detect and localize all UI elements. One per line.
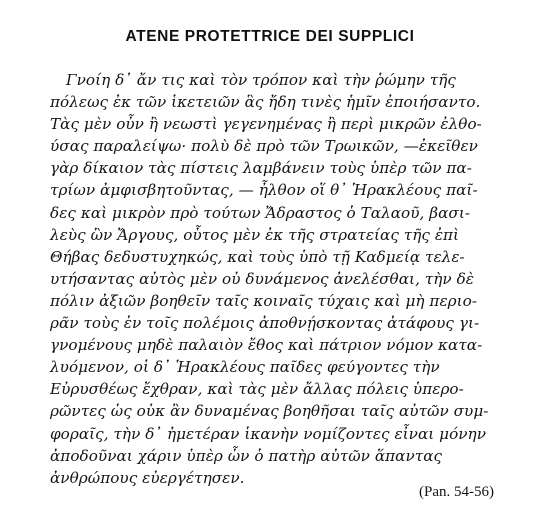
passage-line: υτήσαντας αὐτὸς μὲν οὐ δυνάμενος ἀνελέσθαι, τὴν δὲ [50, 269, 474, 288]
passage-line: Εὐρυσθέως ἔχθραν, καὶ τὰς μὲν ἄλλας πόλεις ὑπερο- [50, 380, 464, 399]
passage-line: τρίων ἀμφισβητοῦντας, — ἦλθον οἵ θ᾽ Ἡρακλέους παῖ- [50, 181, 478, 200]
document-title: ATENE PROTETTRICE DEI SUPPLICI [125, 28, 415, 45]
passage-line: Θήβας δεδυστυχηκώς, καὶ τοὺς ὑπὸ τῇ Καδμείᾳ τελε- [50, 247, 465, 266]
passage-line: ύσας παραλείψω· πολὺ δὲ πρὸ τῶν Τρωικῶν, —ἐκεῖθεν [50, 137, 478, 156]
passage-line: γὰρ δίκαιον τὰς πίστεις λαμβάνειν τοὺς ὑπὲρ τῶν πα- [50, 159, 472, 178]
passage-line: Γνοίη δ᾽ ἄν τις καὶ τὸν τρόπον καὶ τὴν ῥώμην τῆς [66, 71, 456, 89]
greek-passage [50, 69, 532, 489]
passage-line: πόλιν ἀξιῶν βοηθεῖν ταῖς κοιναῖς τύχαις καὶ μὴ περιο- [50, 291, 478, 310]
passage-line: γνομένους μηδὲ παλαιὸν ἔθος καὶ πάτριον νόμον κατα- [50, 336, 483, 355]
passage-line: λυόμενον, οἱ δ᾽ Ἡρακλέους παῖδες φεύγοντες τὴν [50, 358, 440, 377]
passage-line: πόλεως ἐκ τῶν ἱκετειῶν ἃς ἤδη τινὲς ἡμῖν ἐποιήσαντο. [50, 93, 481, 112]
passage-line: δες καὶ μικρὸν πρὸ τούτων Ἄδραστος ὁ Ταλαοῦ, βασι- [50, 203, 471, 222]
source-citation: (Pan. 54-56) [419, 484, 494, 500]
passage-line: φοραῖς, τὴν δ᾽ ἡμετέραν ἱκανὴν νομίζοντες εἶναι μόνην [50, 424, 486, 443]
passage-line: ἀνθρώπους εὐεργέτησεν. [50, 468, 245, 487]
passage-line: ρᾶν τοὺς ἐν τοῖς πολέμοις ἀποθνῄσκοντας ἀτάφους γι- [50, 314, 480, 333]
passage-line: λεὺς ὢν Ἄργους, οὗτος μὲν ἐκ τῆς στρατείας τῆς ἐπὶ [50, 225, 460, 244]
passage-line: ρῶντες ὡς οὐκ ἂν δυναμένας βοηθῆσαι ταῖς αὐτῶν συμ- [50, 402, 489, 421]
passage-line: Τὰς μὲν οὖν ἢ νεωστὶ γεγενημένας ἢ περὶ μικρῶν ἐλθο- [50, 115, 482, 134]
passage-line: ἀποδοῦναι χάριν ὑπὲρ ὧν ὁ πατὴρ αὐτῶν ἅπαντας [50, 446, 443, 465]
